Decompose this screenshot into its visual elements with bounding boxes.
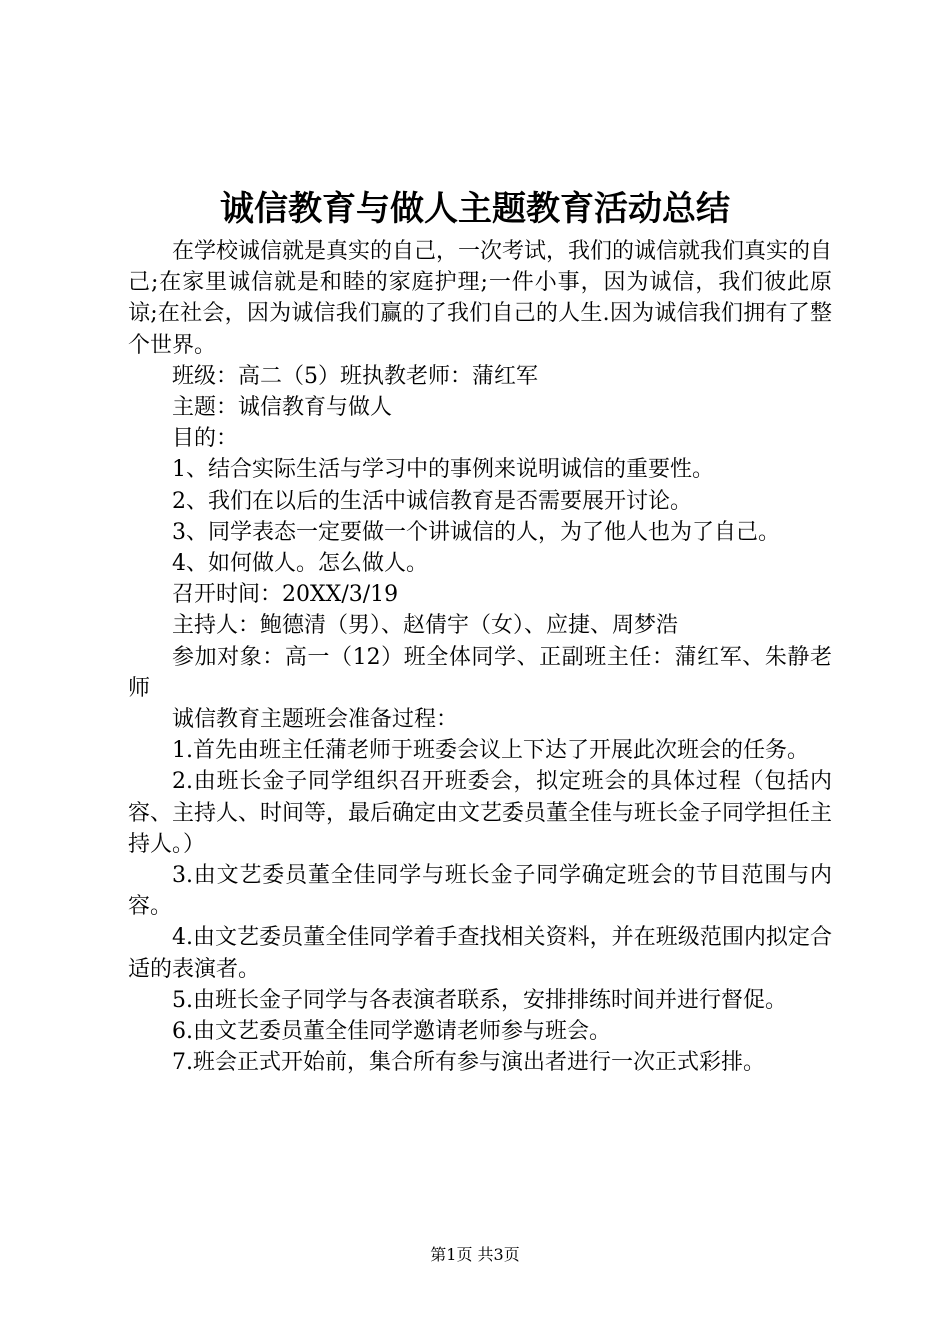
paragraph-intro: 在学校诚信就是真实的自己，一次考试，我们的诚信就我们真实的自己;在家里诚信就是和睦的家庭护理;一件小事，因为诚信，我们彼此原谅;在社会，因为诚信我们赢的了我们自己的人生.因为诚信我们拥有了整个世界。: [128, 239, 833, 358]
paragraph-purpose-3: 3、同学表态一定要做一个讲诚信的人，为了他人也为了自己。: [172, 519, 780, 545]
paragraph-step-4: 4.由文艺委员董全佳同学着手查找相关资料，并在班级范围内拟定合适的表演者。: [128, 925, 832, 982]
paragraph-step-3: 3.由文艺委员董全佳同学与班长金子同学确定班会的节目范围与内容。: [128, 863, 832, 920]
paragraph-step-7: 7.班会正式开始前，集合所有参与演出者进行一次正式彩排。: [172, 1050, 765, 1076]
paragraph-purpose-4: 4、如何做人。怎么做人。: [172, 551, 428, 577]
paragraph-purpose-heading: 目的：: [172, 426, 239, 452]
paragraph-step-1: 1.首先由班主任蒲老师于班委会议上下达了开展此次班会的任务。: [172, 738, 809, 764]
paragraph-purpose-1: 1、结合实际生活与学习中的事例来说明诚信的重要性。: [172, 457, 714, 483]
paragraph-class-teacher: 班级：高二（5）班执教老师：蒲红军: [172, 363, 538, 389]
paragraph-date: 召开时间：20XX/3/19: [172, 582, 399, 608]
document-title: 诚信教育与做人主题教育活动总结: [220, 189, 730, 229]
paragraph-step-5: 5.由班长金子同学与各表演者联系，安排排练时间并进行督促。: [172, 987, 787, 1013]
paragraph-step-2: 2.由班长金子同学组织召开班委会，拟定班会的具体过程（包括内容、主持人、时间等，最后确定由文艺委员董全佳与班长金子同学担任主持人。）: [128, 769, 833, 857]
page-number-footer: 第1页 共3页: [430, 1245, 520, 1264]
paragraph-preparation-heading: 诚信教育主题班会准备过程：: [172, 707, 459, 733]
paragraph-hosts: 主持人：鲍德清（男）、赵倩宇（女）、应捷、周梦浩: [172, 613, 679, 639]
paragraph-step-6: 6.由文艺委员董全佳同学邀请老师参与班会。: [172, 1019, 611, 1045]
document-body: [128, 236, 832, 1078]
paragraph-theme: 主题：诚信教育与做人: [172, 395, 393, 421]
paragraph-purpose-2: 2、我们在以后的生活中诚信教育是否需要展开讨论。: [172, 488, 692, 514]
paragraph-participants: 参加对象：高一（12）班全体同学、正副班主任：蒲红军、朱静老师: [128, 644, 832, 701]
